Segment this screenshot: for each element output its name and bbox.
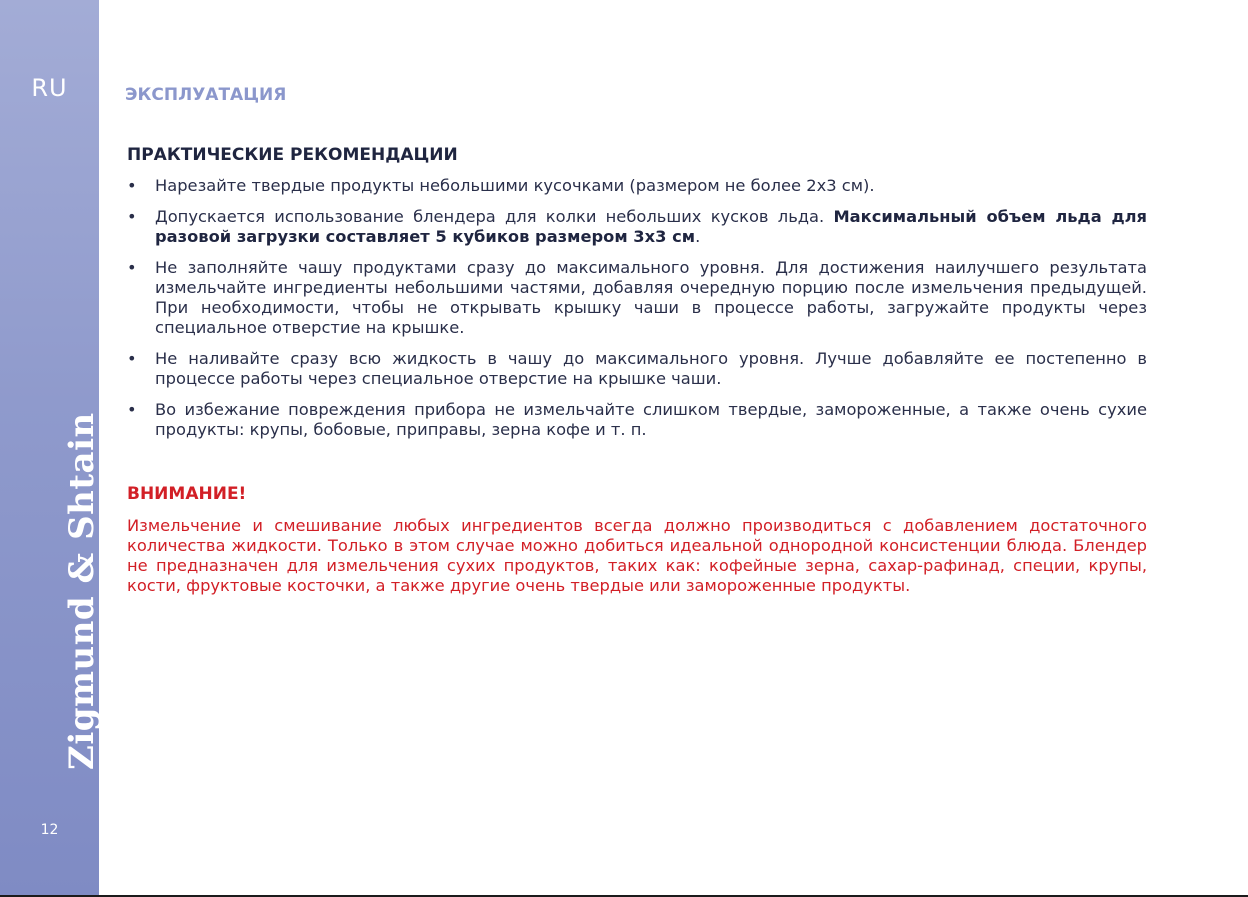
sidebar (0, 0, 102, 895)
list-item-text: Во избежание повреждения прибора не измельчайте слишком твердые, замороженные, а также очень сухие продукты: крупы, бобовые, приправы, зерна кофе и т. п. (155, 400, 1147, 439)
list-item-text: Нарезайте твердые продукты небольшими кусочками (размером не более 2х3 см). (155, 176, 875, 195)
list-item (127, 176, 1147, 196)
list-item (127, 349, 1147, 389)
language-label: RU (31, 74, 68, 102)
recommendations-list (127, 176, 1147, 451)
recommendations-heading: ПРАКТИЧЕСКИЕ РЕКОМЕНДАЦИИ (127, 145, 458, 165)
list-item (127, 207, 1147, 247)
warning-title: ВНИМАНИЕ! (127, 484, 247, 504)
list-item-suffix: . (695, 227, 701, 246)
section-title: ЭКСПЛУАТАЦИЯ (125, 85, 287, 105)
list-item-text: Допускается использование блендера для колки небольших кусков льда. (155, 207, 834, 226)
warning-text: Измельчение и смешивание любых ингредиентов всегда должно производиться с добавлением достаточного количества жидкости. Только в этом случае можно добиться идеальной однородной консистенции блюда. Блендер не предназначен для измельчения сухих продуктов, таких как: кофейные зерна, сахар-рафинад, специи, крупы, кости, фруктовые косточки, а также другие очень твердые или замороженные продукты. (127, 516, 1147, 595)
brand-logo: Zigmund & Shtain (62, 412, 102, 770)
page-number: 12 (40, 822, 59, 838)
list-item-bold-text: Максимальный объем льда для разовой загрузки составляет 5 кубиков размером 3х3 см (155, 207, 1147, 246)
list-item-text: Не наливайте сразу всю жидкость в чашу до максимального уровня. Лучше добавляйте ее постепенно в процессе работы через специальное отверстие на крышке чаши. (155, 349, 1147, 388)
list-item (127, 400, 1147, 440)
list-item (127, 258, 1147, 338)
list-item-text: Не заполняйте чашу продуктами сразу до максимального уровня. Для достижения наилучшего результата измельчайте ингредиенты небольшими частями, добавляя очередную порцию после измельчения предыдущей. При необходимости, чтобы не открывать крышку чаши в процессе работы, загружайте продукты через специальное отверстие на крышке. (155, 258, 1147, 337)
